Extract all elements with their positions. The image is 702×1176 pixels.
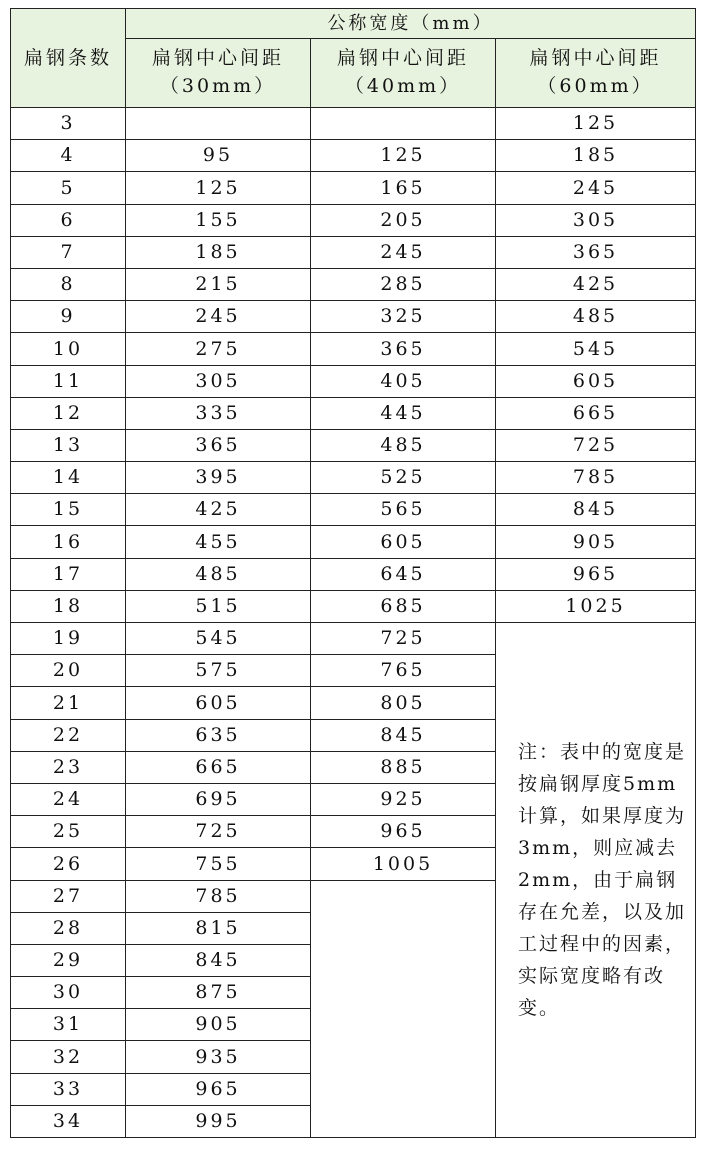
- cell-strip-count: 32: [11, 1041, 126, 1073]
- cell-spacing-30: 425: [126, 494, 311, 526]
- cell-spacing-30: 665: [126, 751, 311, 783]
- cell-spacing-40: 205: [311, 204, 496, 236]
- cell-spacing-40: 565: [311, 494, 496, 526]
- cell-spacing-30: 725: [126, 816, 311, 848]
- cell-strip-count: 4: [11, 140, 126, 172]
- empty-cell-spacing-40: [311, 880, 496, 1138]
- cell-spacing-30: 185: [126, 236, 311, 268]
- header-spacing-30-line2: （30mm）: [159, 75, 277, 97]
- cell-spacing-40: 845: [311, 719, 496, 751]
- cell-strip-count: 6: [11, 204, 126, 236]
- cell-strip-count: 26: [11, 848, 126, 880]
- cell-spacing-60: 185: [496, 140, 696, 172]
- cell-spacing-30: 365: [126, 429, 311, 461]
- cell-strip-count: 22: [11, 719, 126, 751]
- cell-strip-count: 27: [11, 880, 126, 912]
- header-spacing-40-line2: （40mm）: [344, 75, 462, 97]
- cell-spacing-30: 815: [126, 912, 311, 944]
- cell-strip-count: 11: [11, 365, 126, 397]
- cell-strip-count: 29: [11, 944, 126, 976]
- cell-spacing-30: 125: [126, 172, 311, 204]
- cell-spacing-30: 575: [126, 655, 311, 687]
- table-body: [11, 108, 696, 1138]
- flat-steel-width-table: [10, 8, 696, 1138]
- cell-strip-count: 23: [11, 751, 126, 783]
- cell-strip-count: 8: [11, 268, 126, 300]
- cell-strip-count: 5: [11, 172, 126, 204]
- cell-spacing-30: 845: [126, 944, 311, 976]
- cell-spacing-30: 755: [126, 848, 311, 880]
- cell-spacing-40: 485: [311, 429, 496, 461]
- cell-strip-count: 25: [11, 816, 126, 848]
- cell-spacing-30: 485: [126, 558, 311, 590]
- cell-spacing-60: 425: [496, 268, 696, 300]
- cell-spacing-40: 725: [311, 623, 496, 655]
- table-row: [11, 623, 696, 655]
- cell-spacing-30: 875: [126, 977, 311, 1009]
- cell-spacing-60: 125: [496, 108, 696, 140]
- cell-spacing-30: 335: [126, 397, 311, 429]
- table-row: [11, 429, 696, 461]
- cell-spacing-40: 685: [311, 590, 496, 622]
- header-strip-count: 扁钢条数: [11, 9, 126, 108]
- cell-spacing-30: 935: [126, 1041, 311, 1073]
- cell-spacing-40: 365: [311, 333, 496, 365]
- table-row: [11, 236, 696, 268]
- cell-spacing-30: 95: [126, 140, 311, 172]
- cell-spacing-30: 605: [126, 687, 311, 719]
- cell-spacing-60: 905: [496, 526, 696, 558]
- cell-strip-count: 20: [11, 655, 126, 687]
- cell-spacing-30: 905: [126, 1009, 311, 1041]
- cell-spacing-60: 725: [496, 429, 696, 461]
- cell-spacing-60: 965: [496, 558, 696, 590]
- table-row: [11, 108, 696, 140]
- header-spacing-40: [311, 39, 496, 108]
- table-row: [11, 462, 696, 494]
- cell-spacing-40: 805: [311, 687, 496, 719]
- cell-spacing-40: 645: [311, 558, 496, 590]
- cell-spacing-60: 845: [496, 494, 696, 526]
- cell-spacing-30: 785: [126, 880, 311, 912]
- header-spacing-30: [126, 39, 311, 108]
- table-row: [11, 172, 696, 204]
- table-row: [11, 526, 696, 558]
- cell-spacing-30: 965: [126, 1073, 311, 1105]
- cell-spacing-60: 1025: [496, 590, 696, 622]
- cell-strip-count: 28: [11, 912, 126, 944]
- cell-spacing-40: [311, 108, 496, 140]
- table-row: [11, 140, 696, 172]
- cell-strip-count: 9: [11, 301, 126, 333]
- header-nominal-width: 公称宽度（mm）: [126, 9, 696, 39]
- cell-spacing-60: 785: [496, 462, 696, 494]
- header-spacing-30-line1: 扁钢中心间距: [151, 47, 284, 70]
- table-row: [11, 268, 696, 300]
- table-row: [11, 558, 696, 590]
- cell-strip-count: 21: [11, 687, 126, 719]
- cell-spacing-60: 305: [496, 204, 696, 236]
- cell-spacing-30: 635: [126, 719, 311, 751]
- cell-strip-count: 34: [11, 1105, 126, 1137]
- cell-spacing-60: 365: [496, 236, 696, 268]
- header-spacing-60-line2: （60mm）: [537, 75, 654, 97]
- table-row: [11, 365, 696, 397]
- cell-spacing-40: 605: [311, 526, 496, 558]
- cell-spacing-30: 245: [126, 301, 311, 333]
- cell-spacing-60: 545: [496, 333, 696, 365]
- cell-strip-count: 33: [11, 1073, 126, 1105]
- table-note: 注：表中的宽度是按扁钢厚度5mm计算，如果厚度为3mm，则应减去2mm，由于扁钢存在允差，以及加工过程中的因素，实际宽度略有改变。: [496, 623, 696, 1138]
- cell-spacing-40: 1005: [311, 848, 496, 880]
- cell-strip-count: 14: [11, 462, 126, 494]
- header-spacing-40-line1: 扁钢中心间距: [336, 47, 469, 70]
- header-spacing-60-line1: 扁钢中心间距: [529, 47, 662, 70]
- cell-spacing-40: 285: [311, 268, 496, 300]
- cell-spacing-40: 125: [311, 140, 496, 172]
- cell-spacing-40: 525: [311, 462, 496, 494]
- cell-strip-count: 7: [11, 236, 126, 268]
- cell-spacing-60: 245: [496, 172, 696, 204]
- cell-spacing-40: 405: [311, 365, 496, 397]
- cell-strip-count: 12: [11, 397, 126, 429]
- cell-strip-count: 24: [11, 783, 126, 815]
- cell-spacing-40: 445: [311, 397, 496, 429]
- table-row: [11, 494, 696, 526]
- cell-spacing-60: 665: [496, 397, 696, 429]
- cell-strip-count: 19: [11, 623, 126, 655]
- cell-spacing-30: 995: [126, 1105, 311, 1137]
- table-row: [11, 590, 696, 622]
- cell-spacing-40: 765: [311, 655, 496, 687]
- cell-spacing-40: 325: [311, 301, 496, 333]
- table-row: [11, 397, 696, 429]
- cell-spacing-30: 155: [126, 204, 311, 236]
- cell-strip-count: 15: [11, 494, 126, 526]
- cell-spacing-30: 275: [126, 333, 311, 365]
- table-row: [11, 301, 696, 333]
- cell-spacing-60: 485: [496, 301, 696, 333]
- cell-strip-count: 10: [11, 333, 126, 365]
- header-spacing-60: [496, 39, 696, 108]
- cell-spacing-40: 925: [311, 783, 496, 815]
- cell-strip-count: 17: [11, 558, 126, 590]
- cell-spacing-40: 885: [311, 751, 496, 783]
- cell-strip-count: 16: [11, 526, 126, 558]
- cell-spacing-30: 455: [126, 526, 311, 558]
- cell-spacing-40: 245: [311, 236, 496, 268]
- cell-spacing-30: 545: [126, 623, 311, 655]
- cell-spacing-30: 695: [126, 783, 311, 815]
- cell-spacing-40: 965: [311, 816, 496, 848]
- cell-spacing-30: [126, 108, 311, 140]
- cell-strip-count: 18: [11, 590, 126, 622]
- cell-spacing-30: 515: [126, 590, 311, 622]
- cell-spacing-40: 165: [311, 172, 496, 204]
- cell-strip-count: 30: [11, 977, 126, 1009]
- cell-strip-count: 3: [11, 108, 126, 140]
- cell-strip-count: 31: [11, 1009, 126, 1041]
- cell-spacing-60: 605: [496, 365, 696, 397]
- cell-spacing-30: 395: [126, 462, 311, 494]
- table-row: [11, 204, 696, 236]
- table-row: [11, 333, 696, 365]
- cell-strip-count: 13: [11, 429, 126, 461]
- cell-spacing-30: 215: [126, 268, 311, 300]
- cell-spacing-30: 305: [126, 365, 311, 397]
